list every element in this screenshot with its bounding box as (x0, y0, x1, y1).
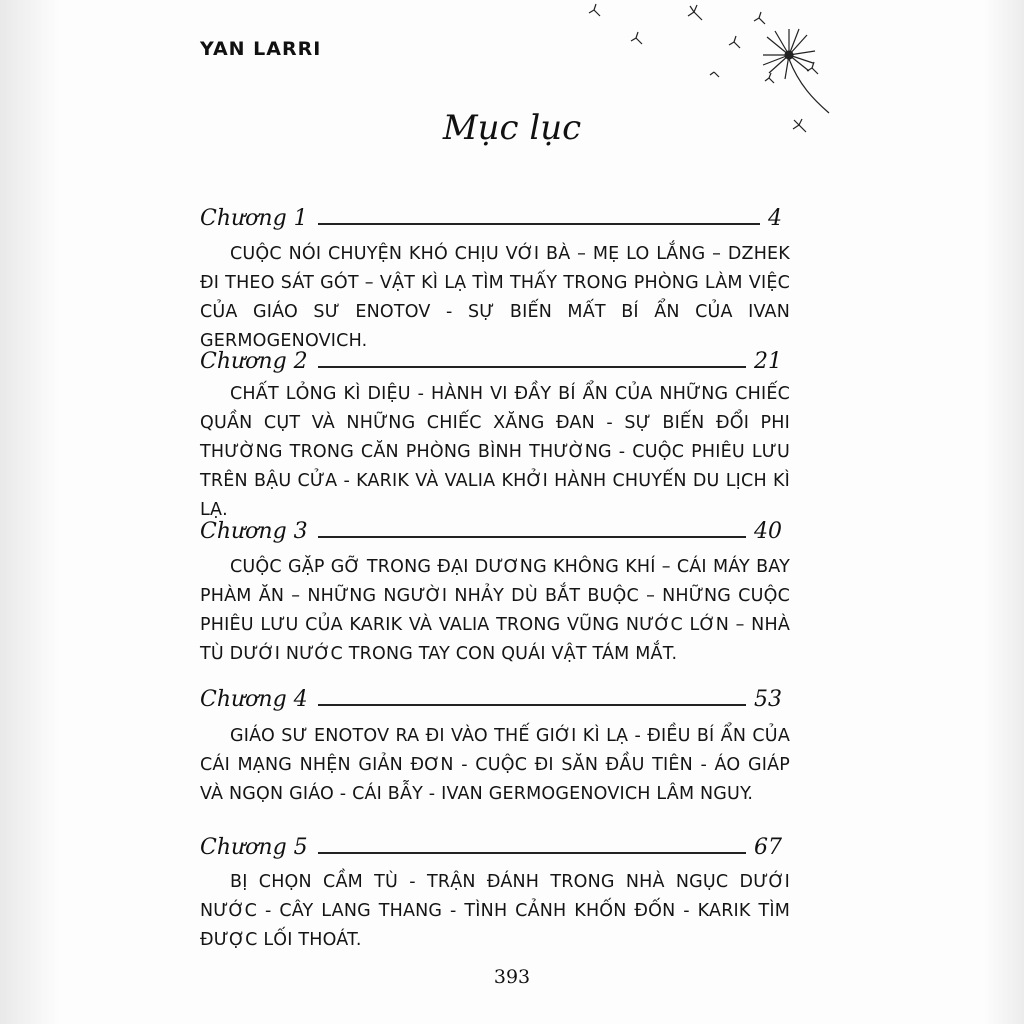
chapter-label: Chương 4 (200, 687, 308, 712)
chapter-label: Chương 1 (200, 206, 308, 231)
page-edge-shadow (984, 0, 1024, 1024)
chapter-label: Chương 2 (200, 349, 308, 374)
chapter-label: Chương 5 (200, 835, 308, 860)
leader-line (318, 223, 760, 225)
chapter-description: CUỘC NÓI CHUYỆN KHÓ CHỊU VỚI BÀ – MẸ LO LẮNG – DZHEK ĐI THEO SÁT GÓT – VẬT KÌ LẠ TÌM THẤY TRONG PHÒNG LÀM VIỆC CỦA GIÁO SƯ ENOTOV - SỰ BIẾN MẤT BÍ ẨN CỦA IVAN GERMOGENOVICH. (200, 244, 790, 351)
toc-entry-chapter-4[interactable] (200, 678, 782, 712)
leader-line (318, 366, 746, 368)
author-name: YAN LARRI (200, 38, 322, 60)
chapter-label: Chương 3 (200, 519, 308, 544)
toc-entry-chapter-5[interactable] (200, 826, 782, 860)
leader-line (318, 536, 746, 538)
chapter-page-number: 40 (754, 519, 782, 544)
table-of-contents-title: Mục lục (442, 108, 582, 148)
page-number: 393 (493, 966, 531, 988)
toc-entry-chapter-1[interactable] (200, 197, 782, 231)
chapter-description: GIÁO SƯ ENOTOV RA ĐI VÀO THẾ GIỚI KÌ LẠ - ĐIỀU BÍ ẨN CỦA CÁI MẠNG NHỆN GIẢN ĐƠN - CUỘC ĐI SĂN ĐẦU TIÊN - ÁO GIÁP VÀ NGỌN GIÁO - CÁI BẪY - IVAN GERMOGENOVICH LÂM NGUY. (200, 726, 790, 804)
toc-entry-chapter-2[interactable] (200, 340, 782, 374)
leader-line (318, 704, 746, 706)
chapter-page-number: 21 (754, 349, 782, 374)
chapter-description: CUỘC GẶP GỠ TRONG ĐẠI DƯƠNG KHÔNG KHÍ – CÁI MÁY BAY PHÀM ĂN – NHỮNG NGƯỜI NHẢY DÙ BẮT BUỘC – NHỮNG CUỘC PHIÊU LƯU CỦA KARIK VÀ VALIA TRONG VŨNG NƯỚC LỚN – NHÀ TÙ DƯỚI NƯỚC TRONG TAY CON QUÁI VẬT TÁM MẮT. (200, 557, 790, 664)
page-gutter-shadow (0, 0, 60, 1024)
chapter-page-number: 4 (768, 206, 782, 231)
chapter-description: BỊ CHỌN CẦM TÙ - TRẬN ĐÁNH TRONG NHÀ NGỤC DƯỚI NƯỚC - CÂY LANG THANG - TÌNH CẢNH KHỐN ĐỐN - KARIK TÌM ĐƯỢC LỐI THOÁT. (200, 872, 790, 950)
leader-line (318, 852, 746, 854)
chapter-description: CHẤT LỎNG KÌ DIỆU - HÀNH VI ĐẦY BÍ ẨN CỦA NHỮNG CHIẾC QUẦN CỤT VÀ NHỮNG CHIẾC XĂNG ĐAN - SỰ BIẾN ĐỔI PHI THƯỜNG TRONG CĂN PHÒNG BÌNH THƯỜNG - CUỘC PHIÊU LƯU TRÊN BẬU CỬA - KARIK VÀ VALIA KHỞI HÀNH CHUYẾN DU LỊCH KÌ LẠ. (200, 384, 790, 520)
chapter-page-number: 53 (754, 687, 782, 712)
chapter-page-number: 67 (754, 835, 782, 860)
toc-entry-chapter-3[interactable] (200, 510, 782, 544)
